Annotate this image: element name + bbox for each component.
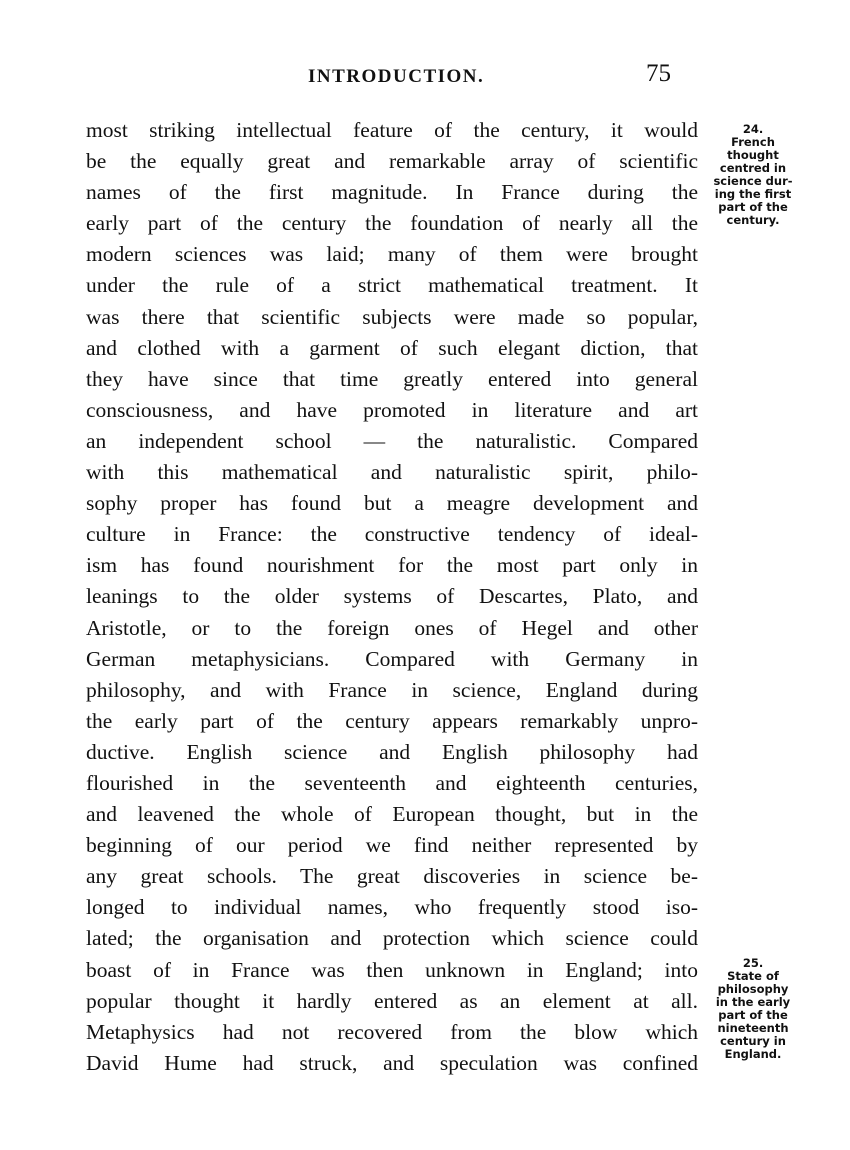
text-line: early part of the century the foundation of nearly all the xyxy=(86,211,698,236)
text-line: was there that scientific subjects were made so popular, xyxy=(86,304,698,329)
text-line: Metaphysics had not recovered from the blow which xyxy=(86,1019,698,1044)
sidenote-line: centred in xyxy=(719,161,787,175)
text-line: the early part of the century appears remarkably unpro- xyxy=(86,708,698,733)
text-line: under the rule of a strict mathematical treatment. It xyxy=(86,273,698,298)
sidenote-25 xyxy=(705,957,801,1061)
sidenote-line: French xyxy=(731,135,775,149)
text-line: popular thought it hardly entered as an element at all. xyxy=(86,988,698,1013)
sidenote-number: 24. xyxy=(742,122,764,136)
sidenote-line: science dur- xyxy=(713,174,793,188)
sidenote-line: England. xyxy=(724,1047,782,1061)
sidenote-line: nineteenth xyxy=(717,1021,789,1035)
text-line: flourished in the seventeenth and eighteenth centuries, xyxy=(86,770,698,795)
text-line: boast of in France was then unknown in England; into xyxy=(86,957,698,982)
sidenote-line: in the early xyxy=(715,995,791,1009)
sidenote-line: State of xyxy=(727,969,779,983)
sidenote-number: 25. xyxy=(742,956,764,970)
sidenote-24 xyxy=(705,123,801,227)
text-line: and leavened the whole of European thought, but in the xyxy=(86,802,698,827)
text-line: modern sciences was laid; many of them were brought xyxy=(86,242,698,267)
text-line: an independent school — the naturalistic. Compared xyxy=(86,428,698,453)
text-line: names of the first magnitude. In France during the xyxy=(86,180,698,205)
text-line: consciousness, and have promoted in literature and art xyxy=(86,397,698,422)
text-line: longed to individual names, who frequently stood iso- xyxy=(86,895,698,920)
text-line: German metaphysicians. Compared with Germany in xyxy=(86,646,698,671)
running-title: INTRODUCTION. xyxy=(308,66,485,87)
text-line: any great schools. The great discoveries in science be- xyxy=(86,864,698,889)
sidenote-line: philosophy xyxy=(717,982,789,996)
text-line: sophy proper has found but a meagre development and xyxy=(86,491,698,516)
text-line: leanings to the older systems of Descartes, Plato, and xyxy=(86,584,698,609)
sidenote-line: part of the xyxy=(718,200,788,214)
text-line: with this mathematical and naturalistic spirit, philo- xyxy=(86,460,698,485)
text-line: and clothed with a garment of such elegant diction, that xyxy=(86,335,698,360)
text-line: ductive. English science and English philosophy had xyxy=(86,739,698,764)
text-line: ism has found nourishment for the most part only in xyxy=(86,553,698,578)
text-line: lated; the organisation and protection which science could xyxy=(86,926,698,951)
running-header xyxy=(0,58,850,88)
text-line: culture in France: the constructive tendency of ideal- xyxy=(86,522,698,547)
text-line: David Hume had struck, and speculation was confined xyxy=(86,1050,698,1075)
sidenote-line: ing the first xyxy=(714,187,792,201)
text-line: Aristotle, or to the foreign ones of Hegel and other xyxy=(86,615,698,640)
sidenote-line: thought xyxy=(727,148,779,162)
text-line: philosophy, and with France in science, England during xyxy=(86,677,698,702)
text-line: most striking intellectual feature of the century, it would xyxy=(86,118,698,142)
sidenote-line: century. xyxy=(726,213,780,227)
body-text xyxy=(86,115,698,1079)
text-line: they have since that time greatly entered into general xyxy=(86,366,698,391)
text-line: be the equally great and remarkable array of scientific xyxy=(86,149,698,174)
sidenote-line: century in xyxy=(720,1034,786,1048)
page-number: 75 xyxy=(646,60,671,87)
text-line: beginning of our period we find neither represented by xyxy=(86,833,698,858)
sidenote-line: part of the xyxy=(718,1008,788,1022)
